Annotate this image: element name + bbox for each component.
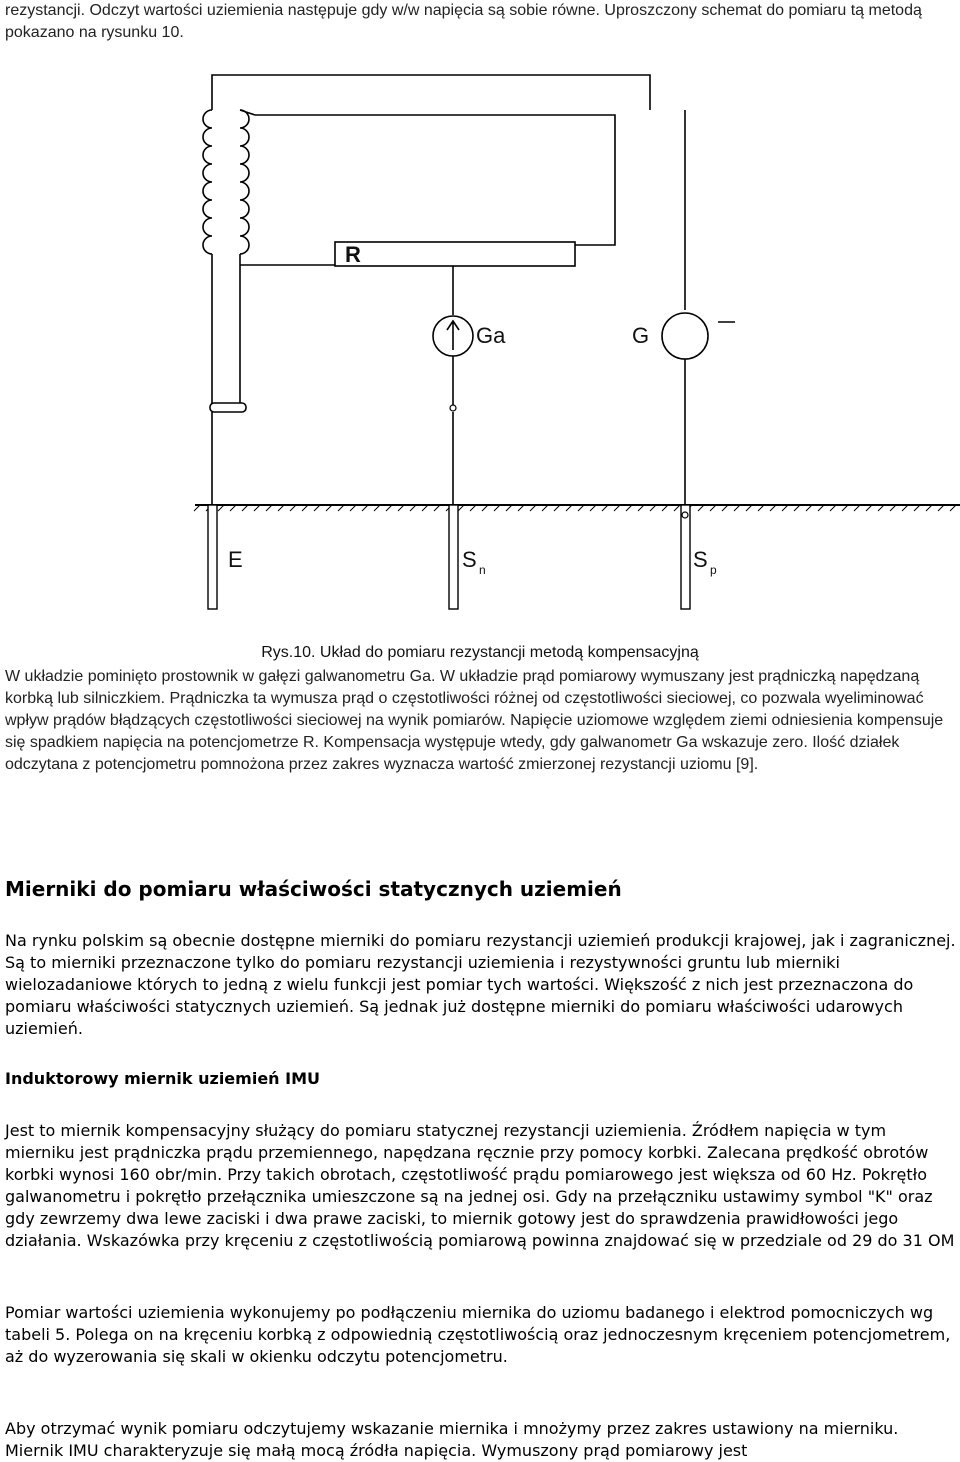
- label-sn-main: S: [462, 547, 477, 572]
- wire-inner-loop: [255, 115, 615, 245]
- label-g: G: [632, 323, 650, 348]
- paragraph-imu-measurement: Pomiar wartości uziemienia wykonujemy po podłączeniu miernika do uziomu badanego i elektrod pomocniczych wg tabeli 5. Polega on na kręceniu korbką z odpowiednią częstotliwością oraz jednoczesnym kręceniem potencjometrem, aż do wyzerowania się skali w okienku odczytu potencjometru.: [5, 1303, 951, 1366]
- coil-left: [203, 110, 212, 254]
- label-e: E: [228, 547, 243, 572]
- figure-caption: Rys.10. Układ do pomiaru rezystancji metodą kompensacyjną: [261, 644, 699, 661]
- coil-right: [240, 110, 249, 254]
- compensation-circuit-diagram: [0, 60, 960, 620]
- label-sp-sub: p: [710, 563, 717, 577]
- connector-e: [210, 403, 246, 412]
- electrode-e: [208, 505, 217, 609]
- section-heading-mierniki: Mierniki do pomiaru właściwości statycznych uziemień: [5, 877, 622, 901]
- section-heading-imu: Induktorowy miernik uziemień IMU: [5, 1069, 320, 1088]
- electrode-sp: [681, 505, 690, 609]
- coil-lead-top: [212, 80, 255, 115]
- wire-outer-loop: [212, 75, 650, 110]
- electrode-sn: [449, 505, 458, 609]
- generator-g: [662, 313, 708, 359]
- label-ga: Ga: [476, 323, 506, 348]
- paragraph-imu-description: Jest to miernik kompensacyjny służący do pomiaru statycznej rezystancji uziemienia. Źródłem napięcia w tym mierniku jest prądniczka prądu przemiennego, napędzana ręcznie przy pomocy korbki. Zalecana prędkość obrotów korbki wynosi 160 obr/min. Przy takich obrotach, częstotliwość prądu pomiarowego jest większa od 60 Hz. Pokrętło galwanometru i pokrętło przełącznika umieszczone są na jednej osi. Gdy na przełączniku ustawimy symbol "K" oraz gdy zewrzemy dwa lewe zaciski i dwa prawe zaciski, to miernik gotowy jest do sprawdzenia prawidłowości jego działania. Wskazówka przy kręceniu z częstotliwością pomiarową powinna znajdować się w przedziale od 29 do 31 OM: [5, 1121, 955, 1250]
- paragraph-mierniki: Na rynku polskim są obecnie dostępne mierniki do pomiaru rezystancji uziemień produkcji krajowej, jak i zagranicznej. Są to mierniki przeznaczone tylko do pomiaru rezystancji uziemienia i rezystywności gruntu lub mierniki wielozadaniowe których to jedną z wielu funkcji jest pomiar tych wartości. Większość z nich jest przeznaczona do pomiaru właściwości statycznych uziemień. Są jednak już dostępne mierniki do pomiaru właściwości udarowych uziemień.: [5, 931, 956, 1038]
- label-r: R: [345, 242, 361, 267]
- resistor-r: [335, 242, 575, 266]
- intro-paragraph: rezystancji. Odczyt wartości uziemienia następuje gdy w/w napięcia są sobie równe. Uproszczony schemat do pomiaru tą metodą pokazano na rysunku 10.: [5, 2, 922, 41]
- terminal-ga-top: [450, 405, 456, 411]
- label-sp-main: S: [693, 547, 708, 572]
- terminal-g-bottom: [682, 512, 688, 518]
- paragraph-imu-result: Aby otrzymać wynik pomiaru odczytujemy wskazanie miernika i mnożymy przez zakres ustawiony na mierniku. Miernik IMU charakteryzuje się małą mocą źródła napięcia. Wymuszony prąd pomiarowy jest: [5, 1419, 899, 1460]
- paragraph-ga-description: W układzie pominięto prostownik w gałęzi galwanometru Ga. W układzie prąd pomiarowy wymuszany jest prądniczką napędzaną korbką lub silniczkiem. Prądniczka ta wymusza prąd o częstotliwości różnej od częstotliwości sieciowej, co pozwala wyeliminować wpływ prądów błądzących częstotliwości sieciowej na wynik pomiarów. Napięcie uziomowe względem ziemi odniesienia kompensuje się spadkiem napięcia na potencjometrze R. Kompensacja występuje wtedy, gdy galwanometr Ga wskazuje zero. Ilość działek odczytana z potencjometru pomnożona przez zakres wyznacza wartość zmierzonej rezystancji uziomu [9].: [5, 668, 944, 773]
- label-sn-sub: n: [479, 563, 486, 577]
